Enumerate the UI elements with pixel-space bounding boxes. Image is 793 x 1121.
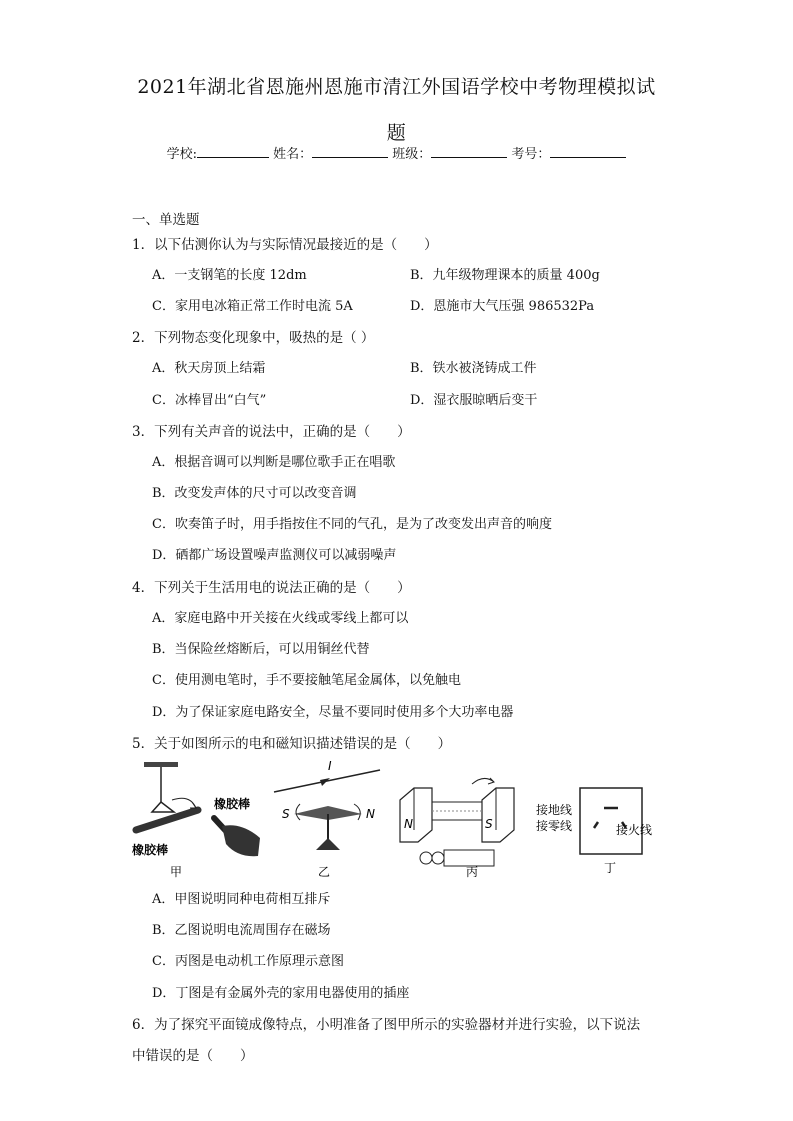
exam-no-label: 考号： (511, 147, 551, 162)
q5-option-b: B．乙图说明电流周围存在磁场 (152, 923, 331, 938)
q5-option-d: D．丁图是有金属外壳的家用电器使用的插座 (152, 986, 410, 1001)
question-5-stem: 5．关于如图所示的电和磁知识描述错误的是（ ） (132, 736, 452, 752)
question-2-stem: 2．下列物态变化现象中，吸热的是（ ） (132, 330, 375, 346)
q2-option-b: B．铁水被浇铸成工件 (410, 361, 537, 376)
fig-current-label: I (328, 759, 332, 773)
exam-no-blank[interactable] (550, 143, 626, 158)
q2-option-d: D．湿衣服晾晒后变干 (410, 393, 538, 408)
q3-option-a: A．根据音调可以判断是哪位歌手正在唱歌 (152, 455, 396, 470)
q2-option-c: C．冰棒冒出“白气” (152, 393, 267, 408)
q2-option-a: A．秋天房顶上结霜 (152, 361, 266, 376)
q5-figure (132, 758, 662, 878)
q5-option-c: C．丙图是电动机工作原理示意图 (152, 954, 344, 969)
q4-option-c: C．使用测电笔时，手不要接触笔尾金属体，以免触电 (152, 673, 461, 688)
question-6-stem-line-2: 中错误的是（ ） (132, 1048, 254, 1064)
class-label: 班级： (392, 147, 432, 162)
fig-caption-jia: 甲 (170, 865, 183, 878)
fig-caption-ding: 丁 (604, 861, 617, 875)
name-blank[interactable] (312, 143, 388, 158)
fig-yi-s-label: S (282, 807, 290, 821)
q1-option-c: C．家用电冰箱正常工作时电流 5A (152, 299, 353, 314)
q4-option-d: D．为了保证家庭电路安全，尽量不要同时使用多个大功率电器 (152, 705, 514, 720)
fig-caption-yi: 乙 (318, 865, 331, 878)
name-label: 姓名： (273, 147, 313, 162)
class-blank[interactable] (431, 143, 507, 158)
fig-rod-label-1: 橡胶棒 (132, 843, 169, 857)
fig-bing-n-label: N (404, 817, 413, 831)
q5-option-a: A．甲图说明同种电荷相互排斥 (152, 892, 331, 907)
fig-ground-label: 接地线 (536, 803, 573, 817)
question-4-stem: 4．下列关于生活用电的说法正确的是（ ） (132, 580, 411, 596)
figure-bing (400, 778, 514, 878)
student-info-line (0, 143, 793, 162)
figure-ding (536, 788, 652, 875)
fig-rod-label-2: 橡胶棒 (214, 797, 251, 811)
figure-yi (274, 759, 380, 878)
title-line-1: 2021年湖北省恩施州恩施市清江外国语学校中考物理模拟试 (137, 76, 656, 98)
question-1-stem: 1．以下估测你认为与实际情况最接近的是（ ） (132, 237, 438, 253)
section-heading: 一、单选题 (132, 212, 200, 228)
fig-live-label: 接火线 (616, 823, 653, 837)
title-line-2: 题 (386, 122, 407, 144)
question-3-stem: 3．下列有关声音的说法中，正确的是（ ） (132, 424, 411, 440)
fig-caption-bing: 丙 (466, 865, 479, 878)
figure-jia (132, 762, 260, 878)
q1-option-a: A．一支钢笔的长度 12dm (152, 268, 307, 283)
q3-option-b: B．改变发声体的尺寸可以改变音调 (152, 486, 357, 501)
fig-neutral-label: 接零线 (536, 819, 573, 833)
q1-option-b: B．九年级物理课本的质量 400g (410, 268, 600, 283)
q1-option-d: D．恩施市大气压强 986532Pa (410, 299, 595, 314)
question-6-stem-line-1: 6．为了探究平面镜成像特点，小明准备了图甲所示的实验器材并进行实验，以下说法 (132, 1017, 641, 1033)
q4-option-a: A．家庭电路中开关接在火线或零线上都可以 (152, 611, 409, 626)
q3-option-c: C．吹奏笛子时，用手指按住不同的气孔，是为了改变发出声音的响度 (152, 517, 552, 532)
school-blank[interactable] (197, 143, 269, 158)
fig-yi-n-label: N (366, 807, 375, 821)
fig-bing-s-label: S (485, 817, 493, 831)
q3-option-d: D．硒都广场设置噪声监测仪可以减弱噪声 (152, 548, 397, 563)
school-label: 学校: (166, 147, 197, 162)
q4-option-b: B．当保险丝熔断后，可以用铜丝代替 (152, 642, 370, 657)
